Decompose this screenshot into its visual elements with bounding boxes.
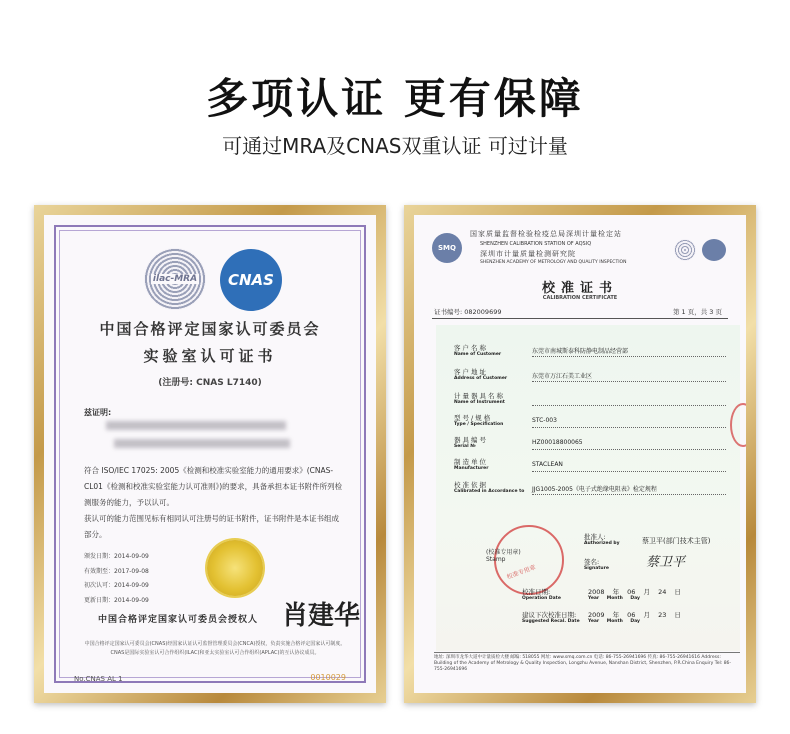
recal-date-value: 2009 年 06 月 23 日 <box>588 611 681 619</box>
cnas-logo-text: CNAS <box>228 271 274 289</box>
field-line <box>532 427 726 428</box>
signature-label-en: Signature <box>584 566 609 571</box>
smq-logo-icon: SMQ <box>432 233 462 263</box>
signature-label-zh: 签名: <box>584 558 600 566</box>
field-label-zh: 计量器具名称 <box>454 392 505 400</box>
gold-seal-icon <box>207 540 263 596</box>
certificate-body-p1: 符合 ISO/IEC 17025: 2005《检测和校准实验室能力的通用要求》(CNAS-CL01《检测和校准实验室能力认可准则》)的要求，具备承担本证书附件所列检测服务的能力，予以认可。 <box>84 466 343 507</box>
certificate-dates <box>84 550 149 608</box>
field-label-en: Manufacturer <box>454 466 489 471</box>
recal-date-label-zh: 建议下次校准日期: <box>522 611 577 619</box>
recal-date-label-en: Suggested Recal. Date <box>522 619 580 624</box>
authorized-value: 蔡卫平(部门技术主管) <box>642 537 711 545</box>
operation-date-units: Year Month Day <box>588 596 640 601</box>
certificate-serial: 0010029 <box>310 673 346 682</box>
operation-date <box>588 587 681 601</box>
ilac-mra-logo-icon <box>144 248 206 310</box>
ilac-mra-logo-text: ilac-MRA <box>152 274 198 284</box>
calibration-body <box>436 325 740 651</box>
operation-date-label-en: Operation Date <box>522 596 561 601</box>
calibration-certificate <box>414 215 746 693</box>
field-label <box>454 413 503 427</box>
field-value: STC-003 <box>532 417 557 424</box>
recal-date-label <box>522 610 580 624</box>
stamp-label <box>486 547 521 563</box>
operation-date-label-zh: 校准日期: <box>522 588 551 596</box>
certify-label: 兹证明: <box>84 408 112 417</box>
field-label-en: Type / Specification <box>454 422 504 427</box>
authorized-label-en: Authorized by <box>584 541 620 546</box>
field-label-zh: 器具编号 <box>454 436 488 444</box>
date-valid: 有效期至：2017-09-08 <box>84 567 149 575</box>
certificate-body <box>84 463 346 543</box>
cnas-certificate-frame <box>34 205 386 703</box>
calibration-title: 校准证书 <box>541 281 618 296</box>
cnas-certificate <box>44 215 376 693</box>
field-label-zh: 型号/规格 <box>454 414 493 422</box>
recal-date-units: Year Month Day <box>588 619 640 624</box>
certificate-issuer: 中国合格评定国家认可委员会 <box>99 320 321 338</box>
certificate-footer: 中国合格评定国家认可委员会(CNAS)经国家认证认可监督管理委员会(CNCA)授权，负责实施合格评定国家认可制度。CNAS是国际实验室认可合作组织(ILAC)和亚太实验室认可合作组织(APLAC)的互认协议成员。 <box>84 641 346 656</box>
recal-date <box>588 610 681 624</box>
field-label-en: Calibrated in Accordance to <box>454 489 525 494</box>
authority-label: 中国合格评定国家认可委员会授权人 <box>98 615 259 625</box>
date-first: 初次认可：2014-09-09 <box>84 582 149 589</box>
field-value: HZ00018800065 <box>532 439 583 446</box>
page-count: 第 1 页，共 3 页 <box>672 308 722 316</box>
field-line <box>532 405 726 406</box>
authorized-label-zh: 批准人: <box>584 533 606 541</box>
calibration-certificate-frame <box>404 205 756 703</box>
field-line <box>532 471 726 472</box>
certificate-title: 实验室认可证书 <box>143 347 277 365</box>
cnas-logo-icon <box>220 249 282 311</box>
field-label-en: Name of Customer <box>454 352 502 357</box>
header-rule <box>432 318 728 319</box>
field-label-en: Name of Instrument <box>454 400 505 405</box>
field-label-zh: 客户名称 <box>454 344 488 352</box>
authorized-label <box>584 532 620 546</box>
date-renew: 更新日期：2014-09-09 <box>84 596 149 604</box>
redacted-company-address <box>114 439 290 448</box>
academy-name-zh: 深圳市计量质量检测研究院 <box>480 250 576 258</box>
field-line <box>532 381 726 382</box>
field-label <box>454 480 524 494</box>
page-headline: 多项认证 更有保障 <box>206 74 584 123</box>
field-line <box>532 449 726 450</box>
org-name-en: SHENZHEN CALIBRATION STATION OF AQSIQ <box>480 241 592 247</box>
operation-date-value: 2008 年 06 月 24 日 <box>588 588 681 596</box>
signature: 蔡卫平 <box>646 555 686 570</box>
field-label <box>454 457 488 471</box>
org-name-zh: 国家质量监督检验检疫总局深圳计量检定站 <box>470 230 622 238</box>
academy-name-en: SHENZHEN ACADEMY OF METROLOGY AND QUALITY INSPECTION <box>480 260 627 265</box>
field-value: 东莞市万江石美工业区 <box>532 373 593 380</box>
cnas-logo-icon <box>702 239 726 261</box>
signature: 肖建华 <box>282 601 361 631</box>
field-label-en: Address of Customer <box>454 376 508 381</box>
certificate-body-p2: 获认可的能力范围见标有相同认可注册号的证书附件，证书附件是本证书组成部分。 <box>84 514 339 539</box>
field-label <box>454 391 505 405</box>
field-label <box>454 435 488 449</box>
field-label-zh: 校准依据 <box>454 481 488 489</box>
field-value: STACLEAN <box>532 461 563 468</box>
page-subline: 可通过MRA及CNAS双重认证 可过计量 <box>222 134 568 158</box>
operation-date-label <box>522 587 561 601</box>
certificate-number: 证书编号: 082009699 <box>434 308 502 316</box>
certificate-no: No.CNAS AL 1 <box>74 675 123 683</box>
field-label <box>454 343 501 357</box>
calibration-header <box>432 229 732 271</box>
date-issue: 颁发日期：2014-09-09 <box>84 553 149 560</box>
stamp-label-zh: (校准专用章) <box>486 549 521 556</box>
stamp-label-en: Stamp <box>486 556 506 563</box>
field-value: 东莞市南城斯泰科防静电制品经营部 <box>532 348 629 355</box>
field-label-zh: 客户地址 <box>454 368 488 376</box>
red-seal-text: 校准专用章 <box>506 564 537 581</box>
field-line <box>532 356 726 357</box>
field-label-zh: 制造单位 <box>454 458 488 466</box>
registration-number: (注册号: CNAS L7140) <box>158 378 262 388</box>
field-label-en: Serial № <box>454 444 476 449</box>
field-value: JJG1005-2005《电子式绝缘电阻表》检定规程 <box>532 486 657 493</box>
calibration-subtitle: CALIBRATION CERTIFICATE <box>542 295 618 301</box>
signature-label <box>584 557 609 571</box>
redacted-company-name <box>106 421 286 430</box>
calibration-footer: 地址: 深圳市龙华大道中计量质检大楼 邮编: 518055 网址: www.smq.com.cn 电话: 86-755-26941696 传真: 86-755-26941616 Address: Building of the Academy of Metrology & Quality Inspection, Longzhu Avenue, Nanshan District, Shenzhen, P.R.China Enquiry Tel: 86-755-26941696 <box>434 652 740 692</box>
field-label <box>454 367 507 381</box>
ilac-logo-icon <box>674 239 696 261</box>
field-line <box>532 494 726 495</box>
